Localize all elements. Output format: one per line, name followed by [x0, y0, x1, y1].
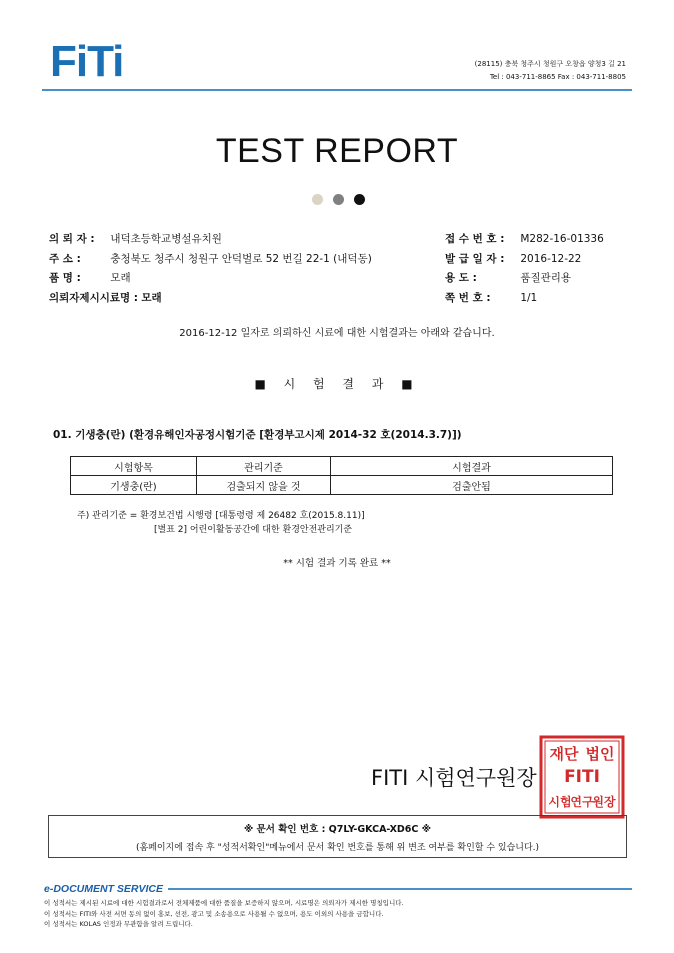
footer-divider	[168, 888, 632, 890]
receipt-label: 접 수 번 호 :	[445, 233, 505, 245]
client-value: 내덕초등학교병설유치원	[110, 233, 222, 245]
section-title: ■ 시 험 결 과 ■	[254, 377, 420, 391]
company-address: (28115) 충북 청주시 청원구 오창읍 양청3 길 21	[474, 60, 626, 68]
footer-notes	[44, 898, 404, 930]
stamp-text-4: 시험	[548, 795, 572, 809]
dot-black-icon	[354, 194, 365, 205]
footer-line-2: 이 성적서는 FITI와 사전 서면 동의 없이 홍보, 선전, 광고 및 소송용으로 사용될 수 없으며, 용도 이외의 사용을 금합니다.	[44, 909, 384, 918]
header-result: 시험결과	[331, 457, 613, 476]
company-contact: Tel : 043-711-8865 Fax : 043-711-8805	[489, 73, 626, 81]
intro-text: 2016-12-12 일자로 의뢰하신 시료에 대한 시험결과는 아래와 같습니다.	[179, 328, 495, 339]
stamp-text-5: 연구	[570, 795, 594, 809]
table-row	[71, 476, 613, 495]
cell-standard: 검출되지 않을 것	[197, 476, 331, 495]
table-header-row	[71, 457, 613, 476]
receipt-value: M282-16-01336	[520, 233, 604, 245]
meta-issue-row	[445, 250, 604, 270]
e-document-service-label: e-DOCUMENT SERVICE	[44, 883, 164, 895]
meta-item-row	[49, 269, 372, 289]
dot-light-icon	[312, 194, 323, 205]
footer-line-3: 이 성적서는 KOLAS 인정과 무관함을 알려 드립니다.	[44, 920, 193, 928]
meta-sample-row	[49, 289, 372, 309]
meta-purpose-row	[445, 269, 604, 289]
fiti-logo: FiTi	[50, 37, 124, 86]
signature-org: FITI 시험연구원장	[371, 766, 537, 790]
item-value: 모래	[110, 272, 131, 284]
header-standard: 관리기준	[197, 457, 331, 476]
sample-label: 의뢰자제시시료명 :	[49, 291, 138, 304]
issue-label: 발 급 일 자 :	[445, 252, 505, 265]
completion-text: ** 시험 결과 기록 완료 **	[283, 558, 391, 569]
meta-page-row	[445, 289, 604, 309]
stamp-text-1: 재단	[549, 745, 579, 763]
issue-value: 2016-12-22	[520, 252, 582, 265]
header-address-block	[475, 58, 626, 84]
doc-check-number: ※ 문서 확인 번호 : Q7LY-GKCA-XD6C ※	[244, 824, 431, 835]
cell-test-item: 기생충(란)	[71, 476, 197, 495]
official-seal-stamp	[538, 734, 626, 820]
title-dots	[312, 190, 375, 209]
address-value: 충청북도 청주시 청원구 안덕벌로 52 번길 22-1 (내덕동)	[110, 252, 372, 265]
note-line-2: [별표 2] 어린이활동공간에 대한 환경안전관리기준	[154, 525, 353, 535]
header-divider	[42, 89, 632, 91]
stamp-text-3: FITI	[564, 767, 600, 787]
meta-left	[49, 230, 372, 308]
stamp-text-2: 법인	[585, 745, 615, 763]
standard-note	[77, 509, 365, 537]
stamp-text-6: 원장	[592, 795, 616, 809]
address-label: 주 소 :	[49, 252, 81, 265]
results-table	[70, 456, 613, 495]
client-label: 의 뢰 자 :	[49, 233, 95, 245]
doc-check-note: (홈페이지에 접속 후 "성적서확인"메뉴에서 문서 확인 번호를 통해 위 변조 여부를 확인할 수 있습니다.)	[135, 843, 540, 853]
report-title: TEST REPORT	[215, 132, 459, 170]
page-value: 1/1	[520, 291, 538, 304]
meta-receipt-row	[445, 230, 604, 250]
purpose-label: 용 도 :	[445, 272, 477, 284]
cell-result: 검출안됨	[331, 476, 613, 495]
meta-address-row	[49, 250, 372, 270]
header-test-item: 시험항목	[71, 457, 197, 476]
page-label: 쪽 번 호 :	[445, 291, 491, 304]
note-line-1: 주) 관리기준 = 환경보건법 시행령 [대통령령 제 26482 호(2015.8.11)]	[77, 511, 365, 521]
dot-gray-icon	[333, 194, 344, 205]
item-label: 품 명 :	[49, 272, 81, 284]
footer-line-1: 이 성적서는 제시된 시료에 대한 시험결과로서 전체제품에 대한 품질을 보증하지 않으며, 시료명은 의뢰자가 제시한 명칭입니다.	[44, 899, 404, 907]
sample-value: 모래	[141, 291, 162, 304]
purpose-value: 품질관리용	[520, 272, 572, 284]
meta-client-row	[49, 230, 372, 250]
meta-right	[445, 230, 604, 308]
test-item-title: 01. 기생충(란) (환경유해인자공정시험기준 [환경부고시제 2014-32 호(2014.3.7)])	[53, 429, 462, 441]
